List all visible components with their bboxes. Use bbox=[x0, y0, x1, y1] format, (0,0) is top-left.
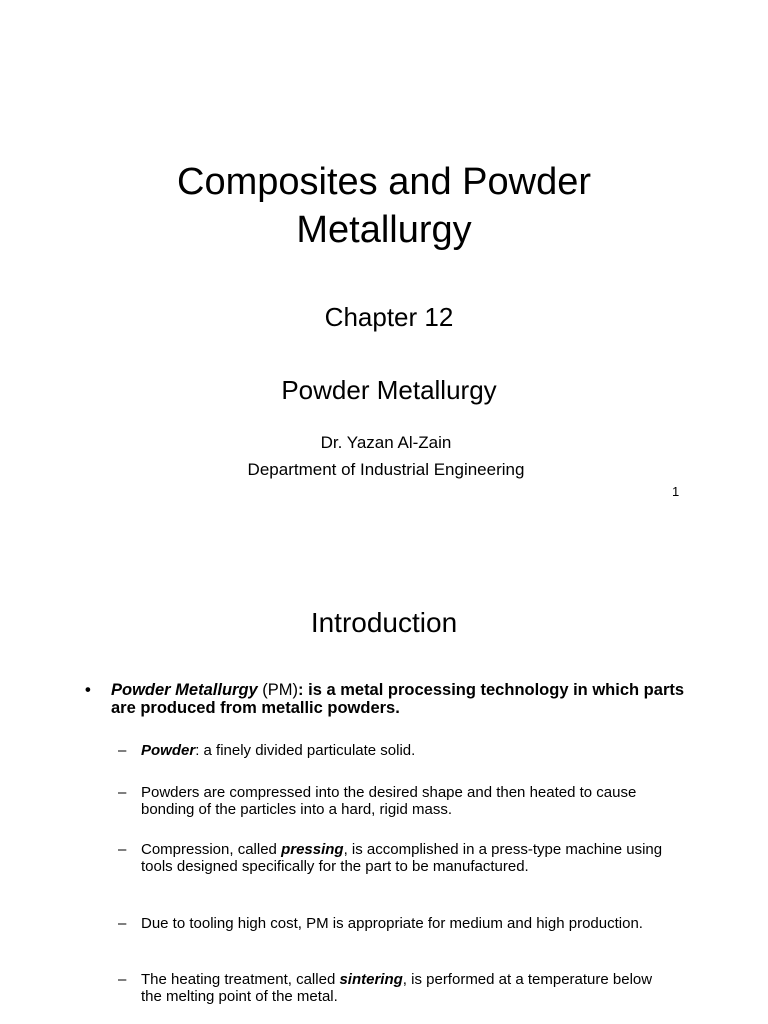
sub-item-term: pressing bbox=[281, 841, 344, 858]
sub-item-sintering bbox=[118, 971, 668, 1005]
sub-item-text bbox=[141, 971, 668, 1005]
sub-item-post: , is performed at a temperature below the melting point of the metal. bbox=[141, 971, 653, 1005]
sub-item-compressed bbox=[118, 784, 668, 818]
sub-item-pressing bbox=[118, 841, 668, 875]
sub-item-text bbox=[141, 841, 668, 875]
slide1-subtitle: Powder Metallurgy bbox=[281, 375, 497, 405]
sub-item-pre: The heating treatment, called bbox=[141, 971, 340, 988]
author-name: Dr. Yazan Al-Zain bbox=[320, 433, 452, 452]
slide2-title: Introduction bbox=[310, 607, 458, 638]
sub-item-pre: Compression, called bbox=[141, 841, 282, 858]
title-line-2: Metallurgy bbox=[296, 209, 472, 251]
sub-item-text bbox=[141, 915, 668, 932]
dash-marker: – bbox=[118, 784, 127, 801]
slide1-title bbox=[0, 158, 768, 254]
sub-item-term: sintering bbox=[339, 971, 403, 988]
page-number: 1 bbox=[672, 484, 680, 499]
sub-item-powder bbox=[118, 742, 668, 759]
chapter-label: Chapter 12 bbox=[324, 302, 454, 332]
sub-item-term: Powder bbox=[141, 742, 196, 759]
sub-item-pre: Powders are compressed into the desired shape and then heated to cause bonding of the particles into a hard, rigid mass. bbox=[141, 784, 637, 818]
department-name: Department of Industrial Engineering bbox=[247, 460, 525, 479]
main-bullet-text bbox=[111, 681, 700, 717]
dash-marker: – bbox=[118, 841, 127, 858]
dash-marker: – bbox=[118, 915, 127, 932]
main-bullet-body: : is a metal processing technology in which parts are produced from metallic powders. bbox=[111, 681, 685, 717]
bullet-dot: • bbox=[85, 681, 91, 699]
main-bullet-abbr: (PM) bbox=[257, 681, 299, 699]
sub-item-text bbox=[141, 742, 668, 759]
sub-item-tooling bbox=[118, 915, 668, 932]
main-bullet-term: Powder Metallurgy bbox=[111, 681, 258, 699]
sub-item-post: : a finely divided particulate solid. bbox=[195, 742, 416, 759]
dash-marker: – bbox=[118, 742, 127, 759]
title-line-1: Composites and Powder bbox=[177, 161, 591, 203]
sub-item-text bbox=[141, 784, 668, 818]
sub-item-post: , is accomplished in a press-type machine using tools designed specifically for the part to be manufactured. bbox=[141, 841, 663, 875]
main-bullet bbox=[80, 681, 700, 717]
sub-item-pre: Due to tooling high cost, PM is appropriate for medium and high production. bbox=[141, 915, 643, 932]
dash-marker: – bbox=[118, 971, 127, 988]
